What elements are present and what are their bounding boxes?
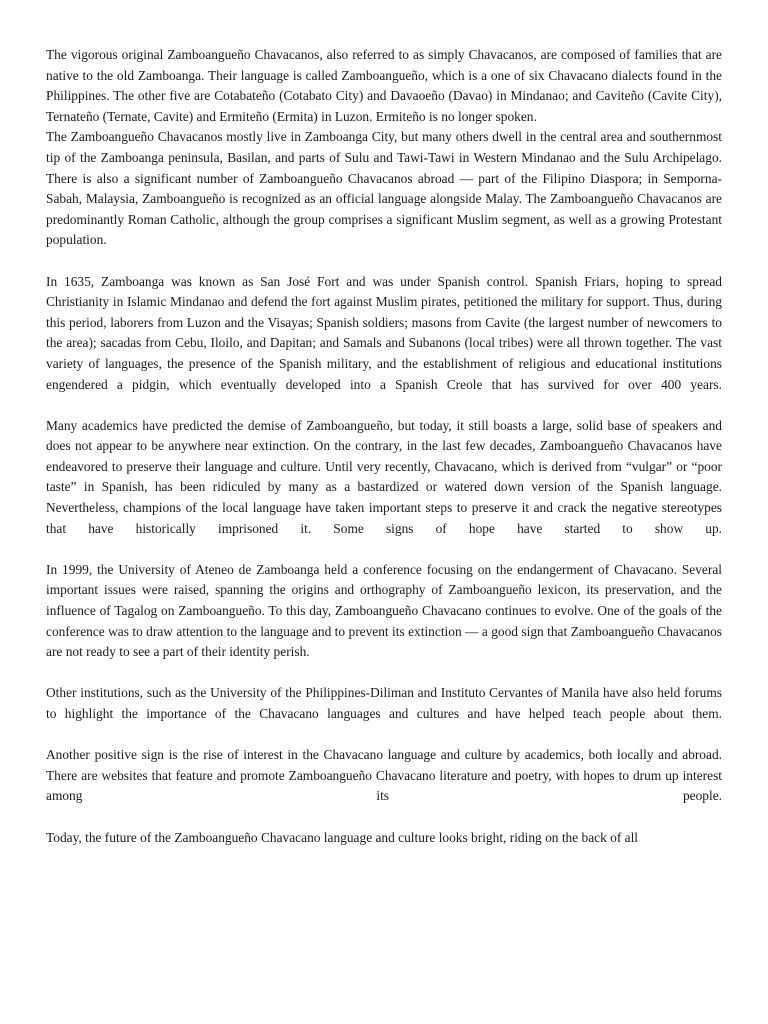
paragraph-distribution: The Zamboangueño Chavacanos mostly live in Zamboanga City, but many others dwell in the central area and southernmost tip of the Zamboanga peninsula, Basilan, and parts of Sulu and Tawi-Tawi in Western Mindanao and the Sulu Archipelago. There is also a significant number of Zamboangueño Chavacanos abroad — part of the Filipino Diaspora; in Semporna-Sabah, Malaysia, Zamboangueño is recognized as an official language alongside Malay. The Zamboangueño Chavacanos are predominantly Roman Catholic, although the group comprises a significant Muslim segment, as well as a growing Protestant population. [46,129,722,248]
paragraph-history: In 1635, Zamboanga was known as San José Fort and was under Spanish control. Spanish Friars, hoping to spread Christianity in Islamic Mindanao and defend the fort against Muslim pirates, petitioned the military for support. Thus, during this period, laborers from Luzon and the Visayas; Spanish soldiers; masons from Cavite (the largest number of newcomers to the area); sacadas from Cebu, Iloilo, and Dapitan; and Samals and Subanons (local tribes) were all thrown together. The vast variety of languages, the presence of the Spanish military, and the establishment of religious and educational institutions engendered a pidgin, which eventually developed into a Spanish Creole that has survived for over 400 years. [46,273,722,392]
paragraph-future: Today, the future of the Zamboangueño Chavacano language and culture looks bright, riding on the back of all [46,829,639,845]
paragraph-origins: The vigorous original Zamboangueño Chavacanos, also referred to as simply Chavacanos, are composed of families that are native to the old Zamboanga. Their language is called Zamboangueño, which is a one of six Chavacano dialects found in the Philippines. The other five are Cotabateño (Cotabato City) and Davaoeño (Davao) in Mindanao; and Caviteño (Cavite City), Ternateño (Ternate, Cavite) and Ermiteño (Ermita) in Luzon. Ermiteño is no longer spoken. [46,47,722,124]
paragraph-interest: Another positive sign is the rise of interest in the Chavacano language and culture by academics, both locally and abroad. There are websites that feature and promote Zamboangueño Chavacano literature and poetry, with hopes to drum up interest among its people. [46,747,722,804]
paragraph-institutions: Other institutions, such as the University of the Philippines-Diliman and Instituto Cervantes of Manila have also held forums to highlight the importance of the Chavacano languages and cultures and have helped teach people about them. [46,685,722,721]
paragraph-preservation: Many academics have predicted the demise of Zamboangueño, but today, it still boasts a large, solid base of speakers and does not appear to be anywhere near extinction. On the contrary, in the last few decades, Zamboangueño Chavacanos have endeavored to preserve their language and culture. Until very recently, Chavacano, which is derived from “vulgar” or “poor taste” in Spanish, has been ridiculed by many as a bastardized or watered down version of the Spanish language. Nevertheless, champions of the local language have taken important steps to preserve it and crack the negative stereotypes that have historically imprisoned it. Some signs of hope have started to show up. [46,417,722,536]
document-page [46,45,722,848]
paragraph-conference: In 1999, the University of Ateneo de Zamboanga held a conference focusing on the endangerment of Chavacano. Several important issues were raised, spanning the origins and orthography of Zamboangueño lexicon, its preservation, and the influence of Tagalog on Zamboangueño. To this day, Zamboangueño Chavacano continues to evolve. One of the goals of the conference was to draw attention to the language and to prevent its extinction — a good sign that Zamboangueño Chavacanos are not ready to see a part of their identity perish. [46,561,722,660]
